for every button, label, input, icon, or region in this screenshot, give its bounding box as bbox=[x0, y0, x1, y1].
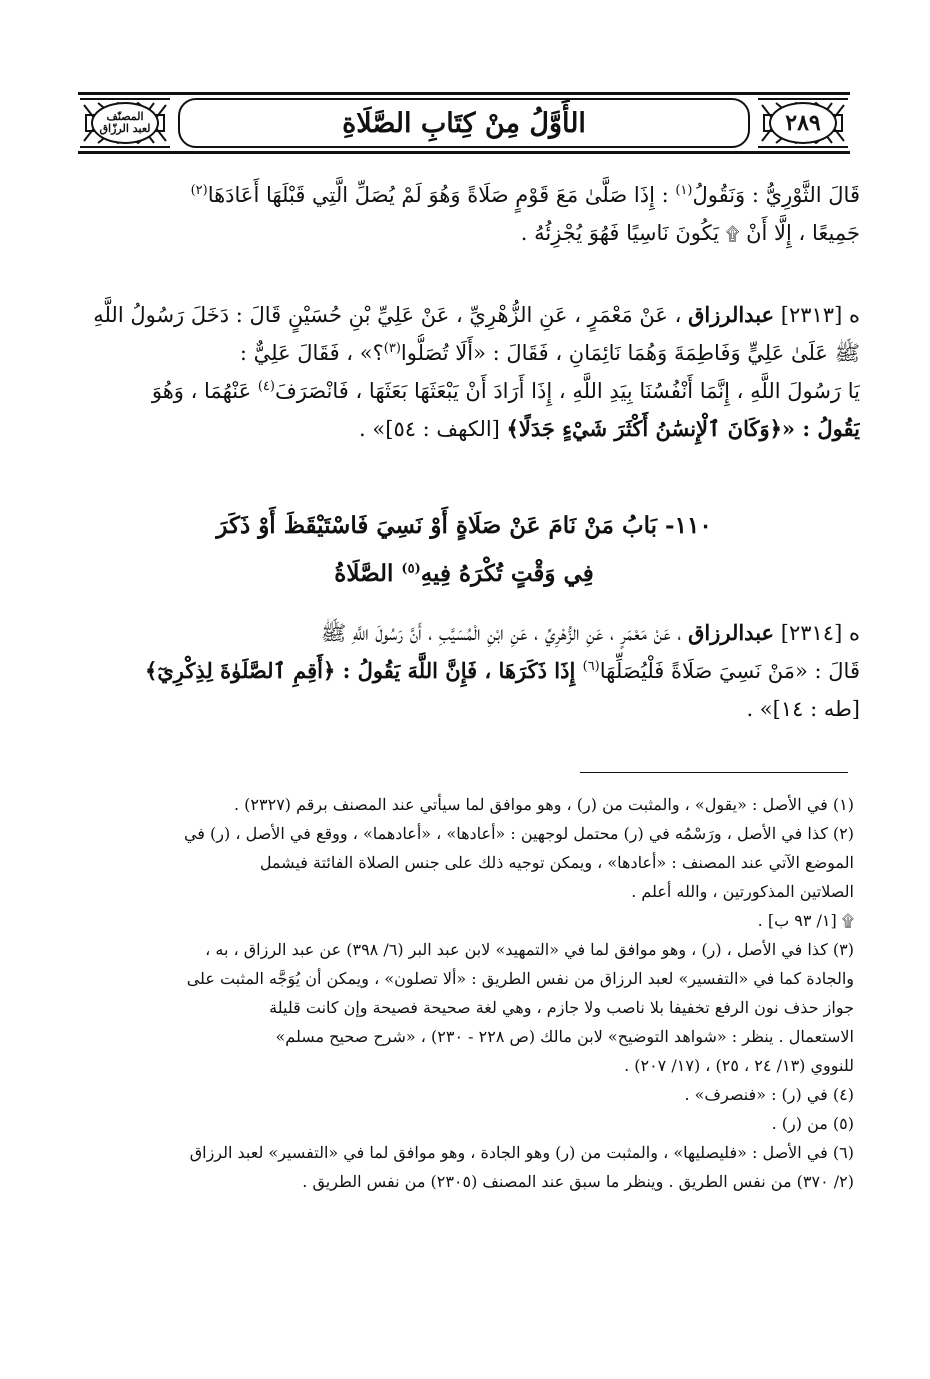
page-number-ornament bbox=[756, 95, 850, 151]
text-line: جَمِيعًا ، إِلَّا أَنْ ۩ يَكُونَ نَاسِيًا فَهُوَ يُجْزِئُهُ . bbox=[520, 221, 860, 245]
footnote-ref: (٣) bbox=[383, 341, 401, 356]
book-logo-medallion bbox=[91, 102, 159, 144]
narrator-name: عبدالرزاق bbox=[688, 302, 775, 327]
footnote-line: (١) في الأصل : «يقول» ، والمثبت من (ر) ، وهو موافق لما سيأتي عند المصنف برقم (٢٣٢٧) . bbox=[234, 795, 854, 814]
footnote-line: (٢) كذا في الأصل ، ورَسْمُه في (ر) محتمل لوجهين : «أعادها» ، «أعادهما» ، ووقع في الأصل ، (ر) في bbox=[183, 824, 854, 843]
footnote-separator bbox=[580, 772, 848, 773]
footnote-line: جواز حذف نون الرفع تخفيفا بلا ناصب ولا جازم ، وهي لغة صحيحة فصيحة وإن كانت قليلة bbox=[269, 998, 854, 1017]
footnote-line: الصلاتين المذكورتين ، والله أعلم . bbox=[631, 882, 854, 901]
footnote-ref: (١) bbox=[675, 183, 693, 198]
footnote-line: (٢/ ٣٧٠) من نفس الطريق . وينظر ما سبق عند المصنف (٢٣٠٥) من نفس الطريق . bbox=[302, 1172, 854, 1191]
footnote-ref: (٤) bbox=[257, 379, 275, 394]
text-line: ە [٢٣١٣] عبدالرزاق ، عَنْ مَعْمَرٍ ، عَنِ الزُّهْرِيِّ ، عَنْ عَلِيِّ بْنِ حُسَيْنٍ قَالَ : دَخَلَ رَسُولُ اللَّهِ bbox=[93, 302, 860, 327]
chapter-heading bbox=[68, 502, 860, 598]
text-line: يَقُولُ : «﴿وَكَانَ ٱلْإِنسَٰنُ أَكْثَرَ شَيْءٍ جَدَلًا﴾ [الكهف : ٥٤]» . bbox=[359, 416, 860, 441]
footnote-line: (٥) من (ر) . bbox=[771, 1114, 854, 1133]
footnote-line: (٣) كذا في الأصل ، (ر) ، وهو موافق لما في «التمهيد» لابن عبد البر (٦/ ٣٩٨) عن عبد الرزاق ، به ، bbox=[205, 940, 854, 959]
folio-mark-icon: ۩ bbox=[725, 224, 740, 245]
footnote-ref: (٦) bbox=[582, 659, 600, 674]
hadith-number: [٢٣١٣] bbox=[780, 303, 843, 327]
quran-verse: يَقُولُ : «﴿وَكَانَ ٱلْإِنسَٰنُ أَكْثَرَ شَيْءٍ جَدَلًا﴾ bbox=[506, 416, 860, 441]
text-line: يَا رَسُولَ اللَّهِ ، إِنَّمَا أَنْفُسُنَا بِيَدِ اللَّهِ ، إِذَا أَرَادَ أَنْ يَبْعَثَهَا بَعَثَهَا ، فَانْصَرَفَ$^{(٤)}$ عَنْهُمَا ، وَهُوَ bbox=[151, 379, 860, 403]
text-line: ﷺ عَلَىٰ عَلِيٍّ وَفَاطِمَةَ وَهُمَا نَائِمَانِ ، فَقَالَ : «أَلَا تُصَلُّوا$^{(٣)}$؟» ، فَقَالَ عَلِيٌّ : bbox=[239, 341, 860, 365]
footnote-line: للنووي (١٣/ ٢٤ ، ٢٥) ، (١٧/ ٢٠٧) . bbox=[624, 1056, 854, 1075]
chapter-title-line: فِي وَقْتٍ تُكْرَهُ فِيهِ$^{(٥)}$ الصَّلَاةُ bbox=[334, 560, 594, 587]
footnote-line: (٦) في الأصل : «فليصليها» ، والمثبت من (ر) وهو الجادة ، وهو موافق لما في «التفسير» لعبد الرزاق bbox=[189, 1143, 854, 1162]
running-title-frame bbox=[178, 98, 750, 148]
text-line: ە [٢٣١٤] عبدالرزاق ، عَنْ مَعْمَرٍ ، عَنِ الزُّهْرِيِّ ، عَنِ ابْنِ الْمُسَيَّبِ ، أَنَّ رَسُولَ اللَّهِ ﷺ bbox=[320, 620, 860, 645]
chapter-title-line: ١١٠- بَابُ مَنْ نَامَ عَنْ صَلَاةٍ أَوْ نَسِيَ فَاسْتَيْقَظَ أَوْ ذَكَرَ bbox=[216, 512, 712, 539]
narrator-name: عبدالرزاق bbox=[688, 620, 775, 645]
hadith-2313 bbox=[68, 296, 860, 448]
running-title: الأَوَّلُ مِنْ كِتَابِ الصَّلَاةِ bbox=[342, 107, 586, 139]
hadith-marker: ە bbox=[848, 621, 860, 645]
book-logo-text: المصنّف لعبد الرزّاق bbox=[99, 110, 151, 135]
hadith-2314 bbox=[68, 614, 860, 728]
footnote-line: (٤) في (ر) : «فنصرف» . bbox=[684, 1085, 854, 1104]
footnote-line: ۩ [١/ ٩٣ ب] . bbox=[757, 911, 854, 930]
footnotes bbox=[68, 790, 854, 1196]
page-number-medallion bbox=[769, 102, 837, 144]
footnote-ref: (٢) bbox=[190, 183, 208, 198]
opening-paragraph bbox=[68, 176, 860, 254]
text-line: قَالَ الثَّوْرِيُّ : وَنَقُولُ$^{(١)}$ : إِذَا صَلَّىٰ مَعَ قَوْمٍ صَلَاةً وَهُوَ لَمْ يُصَلِّ الَّتِي قَبْلَهَا أَعَادَهَا$^{(٢)}$ bbox=[190, 183, 860, 207]
footnote-line: الاستعمال . ينظر : «شواهد التوضيح» لابن مالك (ص ٢٢٨ - ٢٣٠) ، «شرح صحيح مسلم» bbox=[275, 1027, 854, 1046]
book-logo-ornament bbox=[78, 95, 172, 151]
hadith-marker: ە bbox=[848, 303, 860, 327]
page-header bbox=[78, 92, 850, 154]
footnote-line: والجادة كما في «التفسير» لعبد الرزاق من نفس الطريق : «ألا تصلون» ، ويمكن أن يُوَجَّه المثبت على bbox=[186, 969, 854, 988]
footnote-ref: (٥) bbox=[401, 561, 421, 577]
text-line: [طه : ١٤]» . bbox=[746, 697, 860, 721]
hadith-number: [٢٣١٤] bbox=[780, 621, 843, 645]
footnote-line: الموضع الآتي عند المصنف : «أعادها» ، ويمكن توجيه ذلك على جنس الصلاة الفائتة فيشمل bbox=[259, 853, 854, 872]
text-line: قَالَ : «مَنْ نَسِيَ صَلَاةً فَلْيُصَلِّهَا$^{(٦)}$ إِذَا ذَكَرَهَا ، فَإِنَّ اللَّهَ يَقُولُ : ﴿أَقِمِ ٱلصَّلَوٰةَ لِذِكْرِيٓ﴾ bbox=[145, 658, 860, 683]
page-number: ٢٨٩ bbox=[785, 110, 821, 136]
